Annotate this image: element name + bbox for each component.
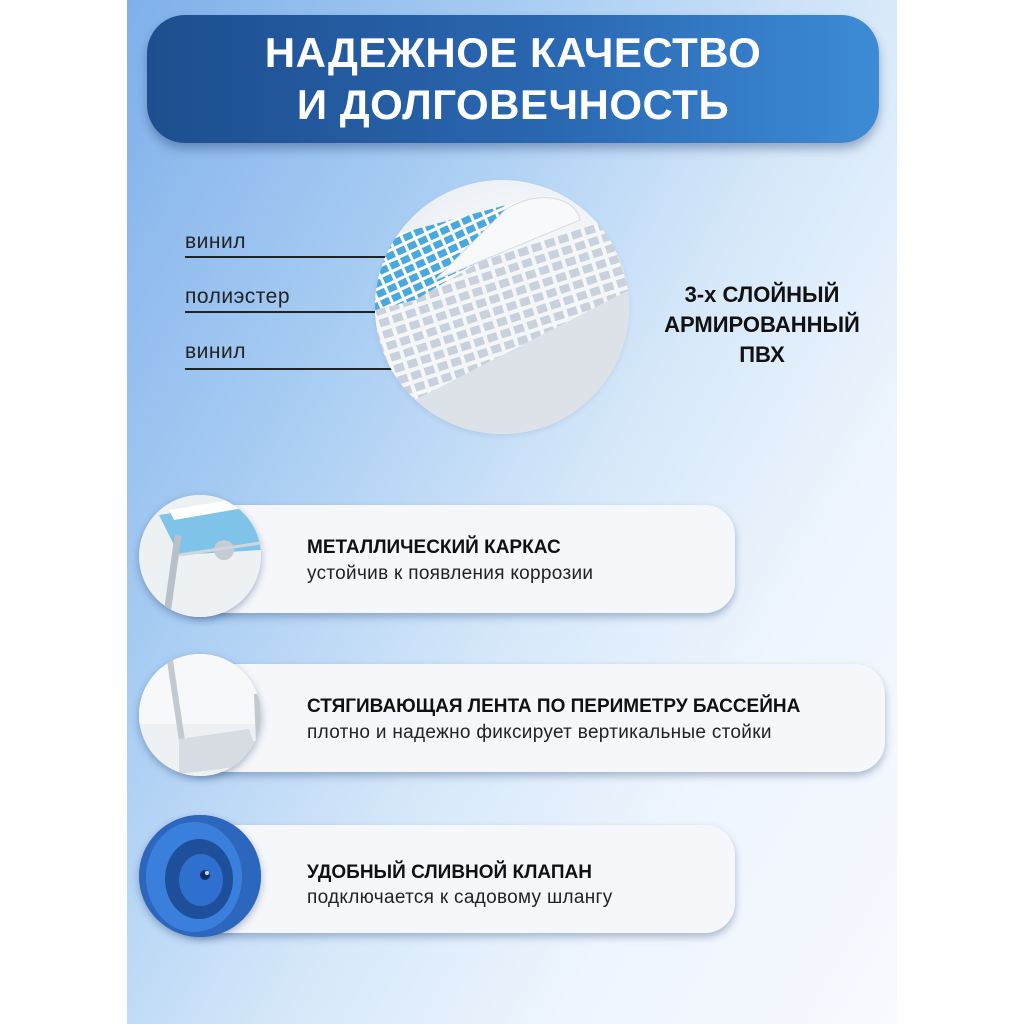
layer-label-vinyl-bottom: винил [185,340,246,363]
feature-subtitle: плотно и надежно фиксирует вертикальные стойки [307,722,772,743]
feature-title: МЕТАЛЛИЧЕСКИЙ КАРКАС [307,537,561,558]
feature-title: УДОБНЫЙ СЛИВНОЙ КЛАПАН [307,862,592,883]
pvc-layers-illustration [375,180,629,434]
pvc-line-3: ПВХ [739,342,785,367]
drain-valve-illustration [139,815,261,937]
feature-subtitle: подключается к садовому шлангу [307,887,613,908]
feature-title: СТЯГИВАЮЩАЯ ЛЕНТА ПО ПЕРИМЕТРУ БАССЕЙНА [307,696,801,717]
pool-frame-leg-icon [139,654,261,776]
pvc-line-1: 3-х СЛОЙНЫЙ [684,282,840,307]
pool-frame-corner-icon [139,495,261,617]
title-banner [147,15,879,143]
frame-corner-illustration [139,495,261,617]
drain-valve-icon [139,815,261,937]
feature-subtitle: устойчив к появления коррозии [307,563,594,584]
material-layers-section [127,175,897,445]
pvc-layers-image [375,180,629,434]
pvc-line-2: АРМИРОВАННЫЙ [664,312,860,337]
layer-label-vinyl-top: винил [185,230,246,253]
frame-leg-illustration [139,654,261,776]
title-line-1: НАДЕЖНОЕ КАЧЕСТВО [264,29,762,76]
product-infographic [127,0,897,1024]
feature-card-strap [172,664,885,772]
pvc-description [632,280,892,370]
layer-label-polyester: полиэстер [185,285,291,308]
title-line-2: И ДОЛГОВЕЧНОСТЬ [296,81,730,128]
